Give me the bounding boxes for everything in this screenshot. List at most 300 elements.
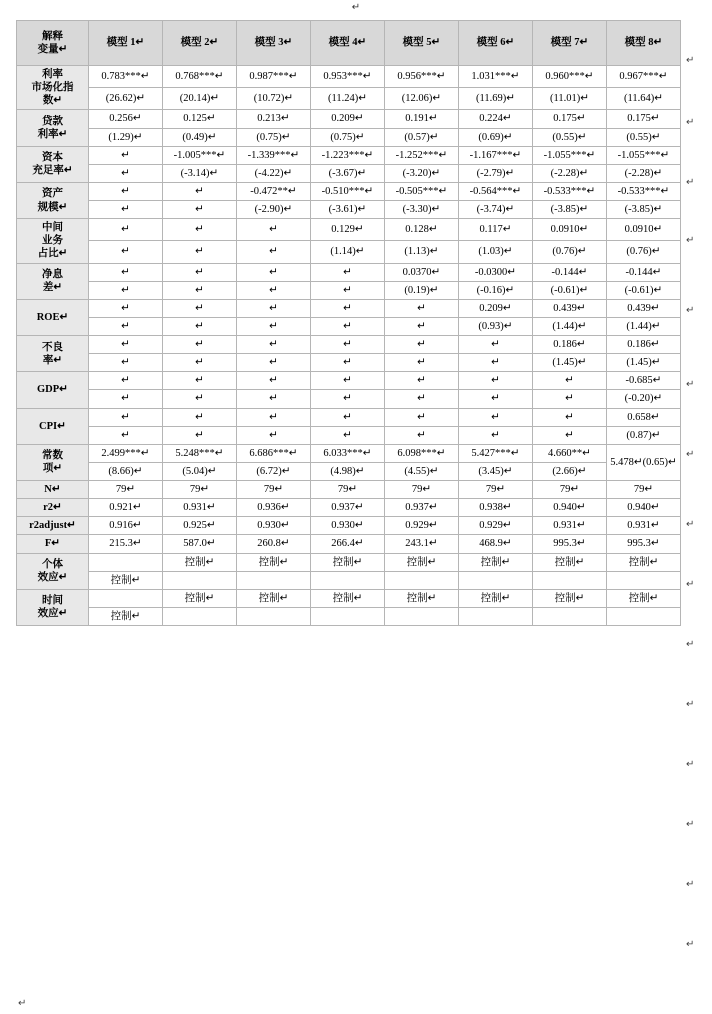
table-row [17, 354, 681, 372]
std-error-cell: ↵ [533, 390, 607, 408]
coefficient-cell: -1.223***↵ [311, 146, 385, 164]
table-row [17, 128, 681, 146]
coefficient-cell: -0.144↵ [607, 263, 681, 281]
variable-name-line: 占比↵ [37, 248, 68, 260]
coefficient-cell: 0.213↵ [237, 110, 311, 128]
std-error-cell: ↵ [89, 164, 163, 182]
std-error-cell: (-3.14)↵ [163, 164, 237, 182]
variable-name-line: 利率↵ [37, 129, 68, 140]
variable-name-line: CPI↵ [39, 420, 66, 432]
variable-name-cell [17, 263, 89, 299]
effect-value-cell [459, 607, 533, 625]
table-row [17, 607, 681, 625]
std-error-cell: (-3.74)↵ [459, 201, 533, 219]
coefficient-cell: 0.191↵ [385, 110, 459, 128]
std-error-cell: (0.55)↵ [533, 128, 607, 146]
std-error-cell: ↵ [385, 354, 459, 372]
coefficient-cell: ↵ [237, 263, 311, 281]
stat-name-cell: r2adjust↵ [17, 517, 89, 535]
coefficient-cell: -1.167***↵ [459, 146, 533, 164]
std-error-cell: (-2.28)↵ [607, 164, 681, 182]
coefficient-cell: 0.956***↵ [385, 66, 459, 88]
stat-value-cell: 243.1↵ [385, 535, 459, 553]
variable-name-line: 充足率↵ [32, 165, 73, 177]
coefficient-cell: -0.472**↵ [237, 182, 311, 200]
effect-value-cell: 控制↵ [311, 589, 385, 607]
std-error-cell: ↵ [163, 201, 237, 219]
coefficient-cell: -1.005***↵ [163, 146, 237, 164]
coefficient-cell: 0.125↵ [163, 110, 237, 128]
table-row [17, 201, 681, 219]
stat-value-cell: 0.940↵ [607, 499, 681, 517]
stat-name-cell: N↵ [17, 481, 89, 499]
std-error-cell: (1.13)↵ [385, 241, 459, 263]
std-error-cell: ↵ [89, 241, 163, 263]
stat-value-cell: 79↵ [533, 481, 607, 499]
header-variable-line2: 变量↵ [37, 44, 68, 55]
effect-value-cell [237, 571, 311, 589]
coefficient-cell: -1.339***↵ [237, 146, 311, 164]
std-error-cell: ↵ [237, 354, 311, 372]
header-model-8: 模型 8↵ [607, 21, 681, 66]
coefficient-cell: ↵ [385, 299, 459, 317]
std-error-cell: (0.75)↵ [237, 128, 311, 146]
std-error-cell: (11.01)↵ [533, 88, 607, 110]
effect-value-cell: 控制↵ [533, 553, 607, 571]
std-error-cell: ↵ [311, 354, 385, 372]
table-row [17, 517, 681, 535]
std-error-cell: ↵ [89, 390, 163, 408]
coefficient-cell: 0.960***↵ [533, 66, 607, 88]
stat-value-cell: 0.921↵ [89, 499, 163, 517]
coefficient-cell: ↵ [163, 182, 237, 200]
stat-value-cell: 0.936↵ [237, 499, 311, 517]
stat-value-cell: 79↵ [311, 481, 385, 499]
std-error-cell: (0.19)↵ [385, 281, 459, 299]
coefficient-cell: ↵ [89, 299, 163, 317]
coefficient-cell: ↵ [163, 372, 237, 390]
std-error-cell: (6.72)↵ [237, 462, 311, 480]
table-row [17, 164, 681, 182]
stat-value-cell: 468.9↵ [459, 535, 533, 553]
coefficient-cell: 0.129↵ [311, 219, 385, 241]
variable-name-line: 贷款 [42, 115, 63, 127]
std-error-cell: (0.87)↵ [607, 426, 681, 444]
coefficient-cell: 0.0370↵ [385, 263, 459, 281]
coefficient-cell: 5.248***↵ [163, 444, 237, 462]
coefficient-cell: ↵ [311, 336, 385, 354]
std-error-cell: (5.04)↵ [163, 462, 237, 480]
std-error-cell: ↵ [237, 281, 311, 299]
variable-name-line: 常数 [42, 450, 63, 462]
coefficient-cell: 4.660**↵ [533, 444, 607, 462]
table-row [17, 317, 681, 335]
stat-value-cell: 0.937↵ [311, 499, 385, 517]
coefficient-cell: ↵ [89, 408, 163, 426]
std-error-cell: ↵ [533, 426, 607, 444]
variable-name-line: GDP↵ [37, 384, 68, 396]
coefficient-cell: 0.117↵ [459, 219, 533, 241]
stat-value-cell: 79↵ [459, 481, 533, 499]
coefficient-cell: ↵ [311, 263, 385, 281]
effect-value-cell: 控制↵ [385, 553, 459, 571]
effect-value-cell [237, 607, 311, 625]
effect-value-cell [607, 607, 681, 625]
std-error-cell: ↵ [89, 201, 163, 219]
coefficient-cell: 6.033***↵ [311, 444, 385, 462]
std-error-cell: (1.44)↵ [607, 317, 681, 335]
coefficient-cell: ↵ [89, 182, 163, 200]
effect-value-cell: 控制↵ [459, 589, 533, 607]
effect-name-cell [17, 553, 89, 589]
std-error-cell: ↵ [385, 426, 459, 444]
stat-value-cell: 995.3↵ [607, 535, 681, 553]
std-error-cell: (8.66)↵ [89, 462, 163, 480]
table-row [17, 589, 681, 607]
coefficient-cell: ↵ [89, 146, 163, 164]
std-error-cell: ↵ [459, 354, 533, 372]
header-model-3: 模型 3↵ [237, 21, 311, 66]
table-row [17, 553, 681, 571]
coefficient-cell: 1.031***↵ [459, 66, 533, 88]
coefficient-cell: ↵ [89, 219, 163, 241]
std-error-cell: ↵ [89, 317, 163, 335]
std-error-cell: (1.45)↵ [533, 354, 607, 372]
std-error-cell: (11.24)↵ [311, 88, 385, 110]
table-row [17, 462, 681, 480]
coefficient-cell: -0.144↵ [533, 263, 607, 281]
std-error-cell: (12.06)↵ [385, 88, 459, 110]
coefficient-cell: -1.252***↵ [385, 146, 459, 164]
table-row [17, 336, 681, 354]
header-model-1: 模型 1↵ [89, 21, 163, 66]
coefficient-cell: -0.505***↵ [385, 182, 459, 200]
std-error-cell: ↵ [89, 354, 163, 372]
coefficient-cell: ↵ [163, 408, 237, 426]
coefficient-cell: ↵ [385, 336, 459, 354]
coefficient-cell: 0.175↵ [607, 110, 681, 128]
variable-name-cell [17, 299, 89, 335]
effect-value-cell: 控制↵ [607, 553, 681, 571]
std-error-cell: (-0.16)↵ [459, 281, 533, 299]
coefficient-cell: ↵ [163, 299, 237, 317]
std-error-cell: (-0.61)↵ [607, 281, 681, 299]
coefficient-cell: -0.533***↵ [533, 182, 607, 200]
header-model-6: 模型 6↵ [459, 21, 533, 66]
coefficient-cell: -0.533***↵ [607, 182, 681, 200]
std-error-cell: (1.29)↵ [89, 128, 163, 146]
effect-value-cell [533, 607, 607, 625]
coefficient-cell: ↵ [237, 408, 311, 426]
std-error-cell: ↵ [237, 317, 311, 335]
std-error-cell: (20.14)↵ [163, 88, 237, 110]
table-row [17, 444, 681, 462]
coefficient-cell: ↵ [89, 372, 163, 390]
effect-value-cell [311, 607, 385, 625]
coefficient-cell: 6.686***↵ [237, 444, 311, 462]
effect-value-cell: 控制↵ [533, 589, 607, 607]
std-error-cell: (1.45)↵ [607, 354, 681, 372]
coefficient-cell: ↵ [311, 299, 385, 317]
coefficient-cell: 0.224↵ [459, 110, 533, 128]
coefficient-cell: 0.186↵ [607, 336, 681, 354]
effect-value-cell: 控制↵ [89, 571, 163, 589]
std-error-cell: (11.69)↵ [459, 88, 533, 110]
table-row [17, 241, 681, 263]
variable-name-cell [17, 336, 89, 372]
effect-value-cell: 控制↵ [237, 553, 311, 571]
effect-value-cell [89, 589, 163, 607]
std-error-cell: (0.75)↵ [311, 128, 385, 146]
std-error-cell: ↵ [163, 354, 237, 372]
header-model-4: 模型 4↵ [311, 21, 385, 66]
coefficient-cell: 0.0910↵ [533, 219, 607, 241]
coefficient-cell: 0.768***↵ [163, 66, 237, 88]
header-model-2: 模型 2↵ [163, 21, 237, 66]
effect-name-line: 效应↵ [37, 572, 68, 584]
std-error-cell: (-0.20)↵ [607, 390, 681, 408]
variable-name-cell [17, 110, 89, 146]
table-row [17, 110, 681, 128]
std-error-cell: (4.55)↵ [385, 462, 459, 480]
stat-value-cell: 995.3↵ [533, 535, 607, 553]
table-row [17, 146, 681, 164]
std-error-cell: ↵ [385, 390, 459, 408]
effect-name-cell [17, 589, 89, 625]
variable-name-line: 业务 [42, 235, 63, 247]
std-error-cell: (0.76)↵ [533, 241, 607, 263]
table-row [17, 499, 681, 517]
coefficient-cell: ↵ [237, 336, 311, 354]
top-paragraph-mark: ↵ [351, 2, 361, 13]
table-row [17, 182, 681, 200]
coefficient-cell: ↵ [311, 408, 385, 426]
std-error-cell: ↵ [163, 281, 237, 299]
effect-name-line: 时间 [42, 595, 63, 607]
coefficient-cell: ↵ [533, 372, 607, 390]
coefficient-cell: 0.439↵ [533, 299, 607, 317]
variable-name-line: 资本 [42, 152, 63, 164]
effect-value-cell: 控制↵ [237, 589, 311, 607]
std-error-cell: (0.76)↵ [607, 241, 681, 263]
coefficient-cell: ↵ [533, 408, 607, 426]
std-error-cell: (3.45)↵ [459, 462, 533, 480]
coefficient-cell: 0.658↵ [607, 408, 681, 426]
stat-value-cell: 0.916↵ [89, 517, 163, 535]
variable-name-line: 规模↵ [37, 201, 68, 213]
std-error-cell: (1.03)↵ [459, 241, 533, 263]
effect-value-cell [163, 571, 237, 589]
coefficient-cell: 5.427***↵ [459, 444, 533, 462]
std-error-cell: ↵ [459, 390, 533, 408]
effect-value-cell [89, 553, 163, 571]
std-error-cell: (0.93)↵ [459, 317, 533, 335]
std-error-cell: ↵ [89, 426, 163, 444]
std-error-cell: ↵ [237, 241, 311, 263]
coefficient-cell: -1.055***↵ [607, 146, 681, 164]
coefficient-cell: 5.478↵(0.65)↵ [607, 444, 681, 480]
bottom-paragraph-mark: ↵ [18, 998, 27, 1009]
effect-value-cell: 控制↵ [607, 589, 681, 607]
std-error-cell: (-2.90)↵ [237, 201, 311, 219]
effect-value-cell [459, 571, 533, 589]
header-model-5: 模型 5↵ [385, 21, 459, 66]
variable-name-line: 差↵ [42, 282, 63, 294]
variable-name-cell [17, 372, 89, 408]
std-error-cell: ↵ [311, 426, 385, 444]
effect-value-cell: 控制↵ [163, 553, 237, 571]
regression-results-table [16, 20, 681, 626]
stat-value-cell: 79↵ [607, 481, 681, 499]
variable-name-line: 资产 [42, 188, 63, 200]
std-error-cell: ↵ [89, 281, 163, 299]
stat-value-cell: 260.8↵ [237, 535, 311, 553]
std-error-cell: (1.14)↵ [311, 241, 385, 263]
coefficient-cell: 6.098***↵ [385, 444, 459, 462]
coefficient-cell: 0.186↵ [533, 336, 607, 354]
std-error-cell: (-3.61)↵ [311, 201, 385, 219]
table-row [17, 372, 681, 390]
effect-value-cell [385, 607, 459, 625]
std-error-cell: (-3.85)↵ [607, 201, 681, 219]
std-error-cell: (-3.67)↵ [311, 164, 385, 182]
document-page: ↵ 解释 变量↵ 模型 1↵ 模型 2↵ 模型 3↵ 模型 4↵ 模型 5↵ 模型 6↵ 模型 7↵ 模型 8↵ 利率 市场化指 数↵ 0.783***↵ 0.768***↵ 0.987***↵ 0.953***↵ 0.956***↵ 1.031***↵ 0.960***↵ 0.967***↵ (26.62)↵ (20.14)↵ (10.72)↵ (11.24)↵ (12.06)↵ (11.69)↵ (11.01)↵ (11.64)↵ 贷款 利率↵ 0.256↵ 0.125↵ 0.213↵ 0.209↵ 0.191↵ 0.224↵ 0.175↵ 0.175↵ (1.29)↵ (0.49)↵ (0.75)↵ (0.75)↵ (0.57)↵ (0.69)↵ (0.55)↵ (0.55)↵ 资本 充足率↵ ↵ -1.005***↵ -1.339***↵ -1.223***↵ -1.252***↵ -1.167***↵ -1.055***↵ -1.055***↵ ↵ (-3.14)↵ (-4.22)↵ (-3.67)↵ (-3.20)↵ (-2.79)↵ (-2.28)↵ (-2.28)↵ 资产 规模↵ ↵ ↵ -0.472**↵ -0.510***↵ -0.505***↵ -0.564***↵ -0.533***↵ -0.533***↵ ↵ ↵ (-2.90)↵ (-3.61)↵ (-3.30)↵ (-3.74)↵ (-3.85)↵ (-3.85)↵ 中间 业务 占比↵ ↵ ↵ ↵ 0.129↵ 0.128↵ 0.117↵ 0.0910↵ 0.0910↵ ↵ ↵ ↵ (1.14)↵ (1.13)↵ (1.03)↵ (0.76)↵ (0.76)↵ 净息 差↵ ↵ ↵ ↵ ↵ 0.0370↵ -0.0300↵ -0.144↵ -0.144↵ ↵ ↵ ↵ ↵ (0.19)↵ (-0.16)↵ (-0.61)↵ (-0.61)↵ ROE↵ ↵ ↵ ↵ ↵ ↵ 0.209↵ 0.439↵ 0.439↵ ↵ ↵ ↵ ↵ ↵ (0.93)↵ (1.44)↵ (1.44)↵ 不良 率↵ ↵ ↵ ↵ ↵ ↵ ↵ 0.186↵ 0.186↵ ↵ ↵ ↵ ↵ ↵ ↵ (1.45)↵ (1.45)↵ GDP↵ ↵ ↵ ↵ ↵ ↵ ↵ ↵ -0.685↵ ↵ ↵ ↵ ↵ ↵ ↵ ↵ (-0.20)↵ CPI↵ ↵ ↵ ↵ ↵ ↵ ↵ ↵ 0.658↵ ↵ ↵ ↵ ↵ ↵ ↵ ↵ (0.87)↵ 常数 项↵ 2.499***↵ 5.248***↵ 6.686***↵ 6.033***↵ 6.098***↵ 5.427***↵ 4.660**↵ 5.478↵(0.65)↵ (8.66)↵ (5.04)↵ (6.72)↵ (4.98)↵ (4.55)↵ (3.45)↵ (2.66)↵ N↵ 79↵ 79↵ 79↵ 79↵ 79↵ 79↵ 79↵ 79↵ r2↵ 0.921↵ 0.931↵ 0.936↵ 0.937↵ 0.937↵ 0.938↵ 0.940↵ 0.940↵ r2adjust↵ 0.916↵ 0.925↵ 0.930↵ 0.930↵ 0.929↵ 0.929↵ 0.931↵ 0.931↵ F↵ 215.3↵ 587.0↵ 260.8↵ 266.4↵ 243.1↵ 468.9↵ 995.3↵ 995.3↵ 个体 效应↵ 控制↵ 控制↵ 控制↵ 控制↵ 控制↵ 控制↵ 控制↵ 控制↵ 时间 效应↵ 控制↵ 控制↵ 控制↵ 控制↵ 控制↵ 控制↵ 控制↵ 控制↵ ↵ ↵ ↵ ↵ ↵ ↵ ↵ ↵ ↵ ↵ ↵ ↵ ↵ ↵ ↵ ↵ [0, 0, 712, 1014]
variable-name-line: 项↵ [42, 463, 63, 475]
effect-value-cell [163, 607, 237, 625]
std-error-cell: (0.49)↵ [163, 128, 237, 146]
coefficient-cell: ↵ [385, 372, 459, 390]
coefficient-cell: ↵ [459, 372, 533, 390]
stat-value-cell: 0.937↵ [385, 499, 459, 517]
std-error-cell: ↵ [311, 390, 385, 408]
variable-name-cell [17, 408, 89, 444]
std-error-cell: (4.98)↵ [311, 462, 385, 480]
variable-name-line: 市场化指 [31, 82, 74, 94]
std-error-cell: ↵ [237, 390, 311, 408]
stat-value-cell: 587.0↵ [163, 535, 237, 553]
effect-value-cell [385, 571, 459, 589]
variable-name-line: ROE↵ [36, 311, 69, 323]
coefficient-cell: ↵ [163, 263, 237, 281]
coefficient-cell: 0.439↵ [607, 299, 681, 317]
coefficient-cell: -0.510***↵ [311, 182, 385, 200]
std-error-cell: ↵ [311, 317, 385, 335]
stat-value-cell: 0.929↵ [385, 517, 459, 535]
coefficient-cell: 0.953***↵ [311, 66, 385, 88]
std-error-cell: ↵ [237, 426, 311, 444]
effect-value-cell: 控制↵ [459, 553, 533, 571]
effect-value-cell [533, 571, 607, 589]
table-row [17, 408, 681, 426]
variable-name-line: 数↵ [42, 95, 63, 107]
std-error-cell: (0.69)↵ [459, 128, 533, 146]
variable-name-cell [17, 182, 89, 218]
variable-name-line: 净息 [42, 269, 63, 280]
stat-value-cell: 0.931↵ [163, 499, 237, 517]
coefficient-cell: 0.256↵ [89, 110, 163, 128]
stat-value-cell: 79↵ [89, 481, 163, 499]
table-header-row [17, 21, 681, 66]
stat-value-cell: 0.930↵ [311, 517, 385, 535]
coefficient-cell: ↵ [237, 299, 311, 317]
coefficient-cell: ↵ [163, 219, 237, 241]
table-row [17, 88, 681, 110]
variable-name-cell [17, 219, 89, 263]
variable-name-cell [17, 66, 89, 110]
coefficient-cell: ↵ [89, 263, 163, 281]
coefficient-cell: ↵ [459, 336, 533, 354]
std-error-cell: (10.72)↵ [237, 88, 311, 110]
std-error-cell: (11.64)↵ [607, 88, 681, 110]
coefficient-cell: 2.499***↵ [89, 444, 163, 462]
coefficient-cell: ↵ [89, 336, 163, 354]
table-row [17, 263, 681, 281]
coefficient-cell: 0.209↵ [459, 299, 533, 317]
coefficient-cell: -0.564***↵ [459, 182, 533, 200]
coefficient-cell: 0.0910↵ [607, 219, 681, 241]
effect-value-cell: 控制↵ [385, 589, 459, 607]
std-error-cell: (-0.61)↵ [533, 281, 607, 299]
std-error-cell: (0.57)↵ [385, 128, 459, 146]
table-row [17, 281, 681, 299]
coefficient-cell: ↵ [311, 372, 385, 390]
std-error-cell: (-3.85)↵ [533, 201, 607, 219]
std-error-cell: (0.55)↵ [607, 128, 681, 146]
variable-name-cell [17, 444, 89, 480]
std-error-cell: (-3.20)↵ [385, 164, 459, 182]
stat-value-cell: 0.930↵ [237, 517, 311, 535]
header-model-7: 模型 7↵ [533, 21, 607, 66]
coefficient-cell: ↵ [163, 336, 237, 354]
std-error-cell: ↵ [311, 281, 385, 299]
std-error-cell: (-3.30)↵ [385, 201, 459, 219]
coefficient-cell: 0.128↵ [385, 219, 459, 241]
coefficient-cell: 0.209↵ [311, 110, 385, 128]
coefficient-cell: 0.967***↵ [607, 66, 681, 88]
std-error-cell: ↵ [163, 317, 237, 335]
coefficient-cell: 0.175↵ [533, 110, 607, 128]
stat-value-cell: 79↵ [163, 481, 237, 499]
coefficient-cell: 0.987***↵ [237, 66, 311, 88]
std-error-cell: ↵ [459, 426, 533, 444]
table-row [17, 66, 681, 88]
table-row [17, 426, 681, 444]
variable-name-line: 中间 [42, 222, 63, 234]
coefficient-cell: ↵ [237, 372, 311, 390]
std-error-cell: (1.44)↵ [533, 317, 607, 335]
coefficient-cell: -0.685↵ [607, 372, 681, 390]
stat-name-cell: r2↵ [17, 499, 89, 517]
table-row [17, 481, 681, 499]
stat-value-cell: 0.938↵ [459, 499, 533, 517]
effect-value-cell: 控制↵ [311, 553, 385, 571]
table-row [17, 299, 681, 317]
std-error-cell: (-2.28)↵ [533, 164, 607, 182]
stat-value-cell: 0.931↵ [533, 517, 607, 535]
header-variable-line1: 解释 [42, 30, 63, 42]
std-error-cell: ↵ [163, 241, 237, 263]
effect-name-line: 个体 [42, 559, 63, 570]
effect-value-cell [311, 571, 385, 589]
header-variable-cell [17, 21, 89, 66]
table-row [17, 571, 681, 589]
coefficient-cell: ↵ [237, 219, 311, 241]
effect-value-cell: 控制↵ [163, 589, 237, 607]
std-error-cell: ↵ [163, 390, 237, 408]
stat-value-cell: 79↵ [385, 481, 459, 499]
table-row [17, 390, 681, 408]
std-error-cell: (-4.22)↵ [237, 164, 311, 182]
